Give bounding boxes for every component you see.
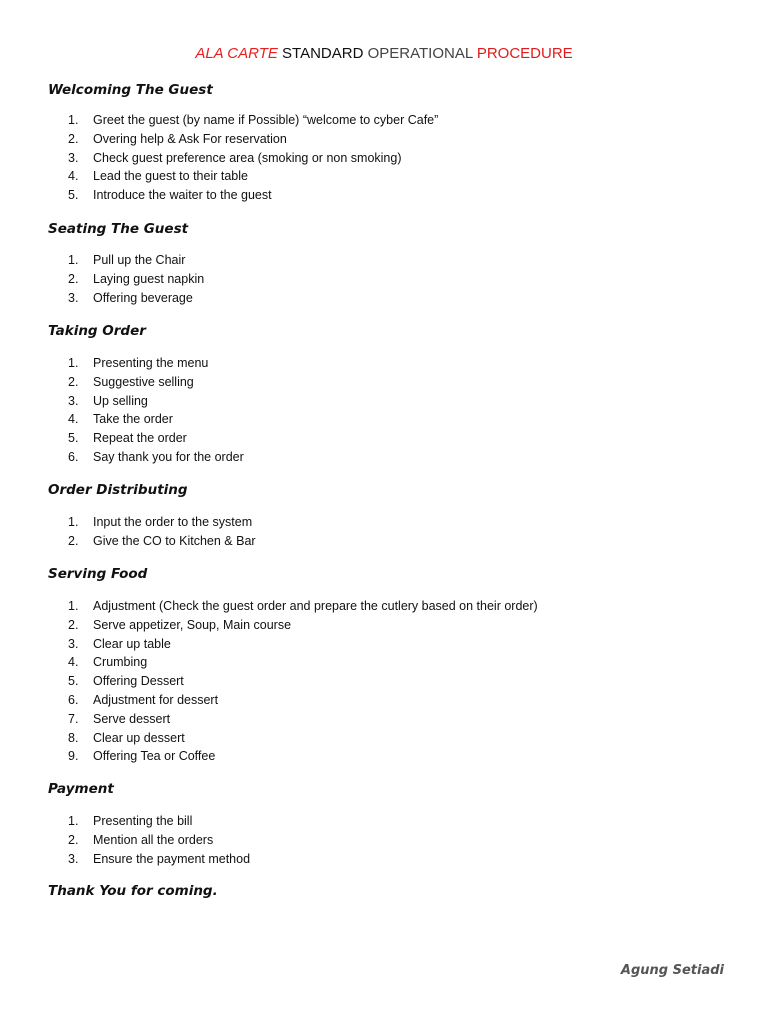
section-list-seating [68,251,204,307]
list-item: 9. Offering Tea or Coffee [68,749,216,764]
list-item: 3. Clear up table [68,636,171,651]
section-list-serving-food [68,597,538,766]
list-item: 2. Overing help & Ask For reservation [68,131,287,146]
list-item: 4. Crumbing [68,655,148,670]
list-item: 2. Suggestive selling [68,374,194,389]
list-item: 1. Presenting the menu [68,356,209,370]
list-item: 5. Offering Dessert [68,674,184,689]
section-list-welcoming [68,111,438,205]
list-item: 2. Serve appetizer, Soup, Main course [68,617,292,632]
list-item: 4. Lead the guest to their table [68,169,248,184]
section-list-order-distributing [68,513,256,551]
list-item: 2. Mention all the orders [68,832,214,847]
list-item: 6. Say thank you for the order [68,449,244,464]
list-item: 1. Greet the guest (by name if Possible) “welcome to cyber Cafe” [68,113,439,127]
list-item: 2. Give the CO to Kitchen & Bar [68,533,256,548]
author-signature: Agung Setiadi [620,963,724,978]
title-part-standard: STANDARD [282,45,364,62]
section-heading-payment: Payment [48,781,114,797]
list-item: 3. Offering beverage [68,290,193,305]
list-item: 1. Adjustment (Check the guest order and prepare the cutlery based on their order) [68,599,538,613]
list-item: 1. Input the order to the system [68,515,253,529]
list-item: 6. Adjustment for dessert [68,692,219,707]
title-part-procedure: PROCEDURE [476,45,573,62]
section-heading-taking-order: Taking Order [48,323,146,339]
title-part-ala-carte: ALA CARTE [195,45,278,62]
list-item: 1. Pull up the Chair [68,253,186,267]
section-heading-welcoming: Welcoming The Guest [48,82,213,98]
closing-text: Thank You for coming. [48,883,218,899]
section-heading-seating: Seating The Guest [48,221,189,237]
section-heading-order-distributing: Order Distributing [48,482,188,498]
list-item: 3. Ensure the payment method [68,851,251,866]
list-item: 3. Up selling [68,393,148,408]
list-item: 5. Repeat the order [68,431,187,446]
list-item: 7. Serve dessert [68,711,171,726]
list-item: 1. Presenting the bill [68,814,193,828]
list-item: 2. Laying guest napkin [68,271,205,286]
section-list-taking-order [68,354,244,467]
list-item: 8. Clear up dessert [68,730,185,745]
list-item: 4. Take the order [68,412,173,427]
section-heading-serving-food: Serving Food [48,566,148,582]
section-list-payment [68,812,250,868]
list-item: 5. Introduce the waiter to the guest [68,188,272,203]
list-item: 3. Check guest preference area (smoking or non smoking) [68,150,402,165]
title-part-operational: OPERATIONAL [367,45,473,62]
document-title [0,44,768,64]
